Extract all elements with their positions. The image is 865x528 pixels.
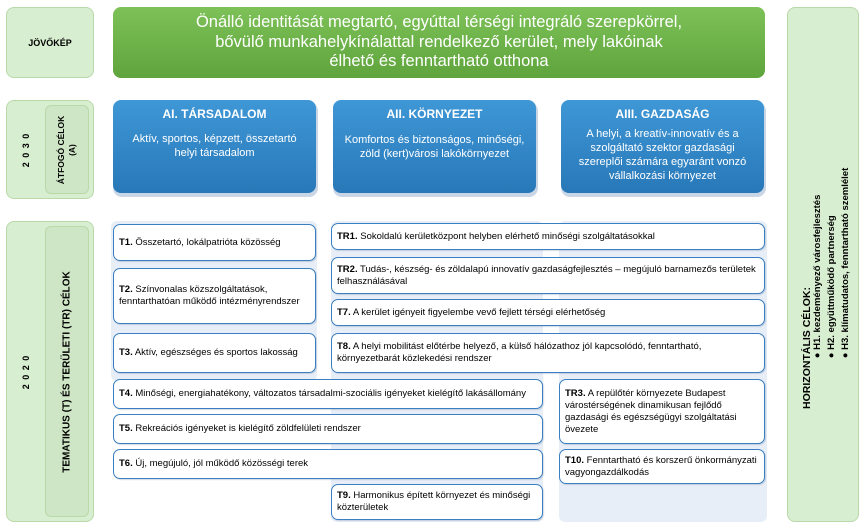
goal-description: Komfortos és biztonságos, minőségi, zöld (kert)városi lakókörnyezet	[344, 134, 525, 160]
horizontal-goals-list	[811, 168, 853, 359]
target-tr2: TR2. Tudás-, készség- és zöldalapú innovatív gazdaságfejlesztés – megújuló barnamezős területek felhasználásával	[331, 257, 765, 294]
jovokep-text: JÖVŐKÉP	[28, 37, 72, 48]
horizontal-goal-item: ● H1. kezdeményező városfejlesztés	[812, 194, 823, 359]
horizontal-goals-box	[787, 7, 859, 522]
target-t5: T5. Rekreációs igényeket is kielégítő zöldfelületi rendszer	[113, 414, 543, 444]
vision-line-1: Önálló identitását megtartó, egyúttal térségi integráló szerepkörrel,	[195, 13, 683, 32]
target-t3: T3. Aktív, egészséges és sportos lakosság	[113, 333, 316, 373]
band-2030	[6, 100, 94, 199]
goal-title: AIII. GAZDASÁG	[615, 107, 710, 121]
target-tr1: TR1. Sokoldalú kerületközpont helyben elérhető minőségi szolgáltatásokkal	[331, 223, 765, 250]
goal-title: AII. KÖRNYEZET	[386, 107, 483, 121]
horizontal-goals-title: HORIZONTÁLIS CÉLOK:	[801, 287, 813, 409]
vision-box	[113, 7, 765, 78]
target-t6: T6. Új, megújuló, jól működő közösségi terek	[113, 449, 543, 479]
vision-line-3: élhető és fenntartható otthona	[329, 52, 549, 71]
target-t2: T2. Színvonalas közszolgáltatások, fenntarthatóan működő intézményrendszer	[113, 268, 316, 324]
goal-description: A helyi, a kreatív-innovatív és a szolgáltató szektor gazdasági szereplői számára egyaránt vonzó vállalkozási környezet	[578, 128, 747, 182]
jovokep-label	[6, 7, 94, 78]
target-t10: T10. Fenntartható és korszerű önkormányzati vagyongazdálkodás	[559, 449, 765, 484]
target-t7: T7. A kerület igényeit figyelembe vevő fejlett térségi elérhetőség	[331, 299, 765, 326]
goal-title: AI. TÁRSADALOM	[162, 107, 267, 121]
goal-description: Aktív, sportos, képzett, összetartó helyi társadalom	[132, 133, 297, 159]
target-tr3: TR3. A repülőtér környezete Budapest várostérségének dinamikusan fejlődő gazdasági és egészségügyi szolgáltatási övezete	[559, 379, 765, 444]
vision-line-2: bővülő munkahelykínálattal rendelkező kerület, mely lakóinak	[215, 32, 663, 51]
target-t4: T4. Minőségi, energiahatékony, változatos társadalmi-szociális igényeket kielégítő lakásállomány	[113, 379, 543, 409]
atfogo-celok-label: ÁTFOGÓ CÉLOK (A)	[56, 115, 77, 184]
band-2020	[6, 221, 94, 522]
goal-tarsadalom	[113, 100, 316, 193]
horizontal-goal-item: ● H2. együttműködő partnerség	[826, 215, 837, 359]
goal-kornyezet	[333, 100, 536, 193]
year-2020-label: 2 0 2 0	[21, 354, 31, 389]
horizontal-goal-item: ● H3. klímatudatos, fenntartható szemlélet	[840, 167, 851, 359]
target-t8: T8. A helyi mobilitást előtérbe helyező, a külső hálózathoz jól kapcsolódó, fenntartható, környezetbarát közlekedési rendszer	[331, 333, 765, 373]
goal-gazdasag	[561, 100, 764, 193]
target-t1: T1. Összetartó, lokálpatrióta közösség	[113, 224, 316, 261]
year-2030-label: 2 0 3 0	[21, 132, 31, 167]
target-t9: T9. Harmonikus épített környezet és minőségi közterületek	[331, 484, 543, 520]
tematikus-celok-label: TEMATIKUS (T) ÉS TERÜLETI (TR) CÉLOK	[61, 270, 73, 473]
